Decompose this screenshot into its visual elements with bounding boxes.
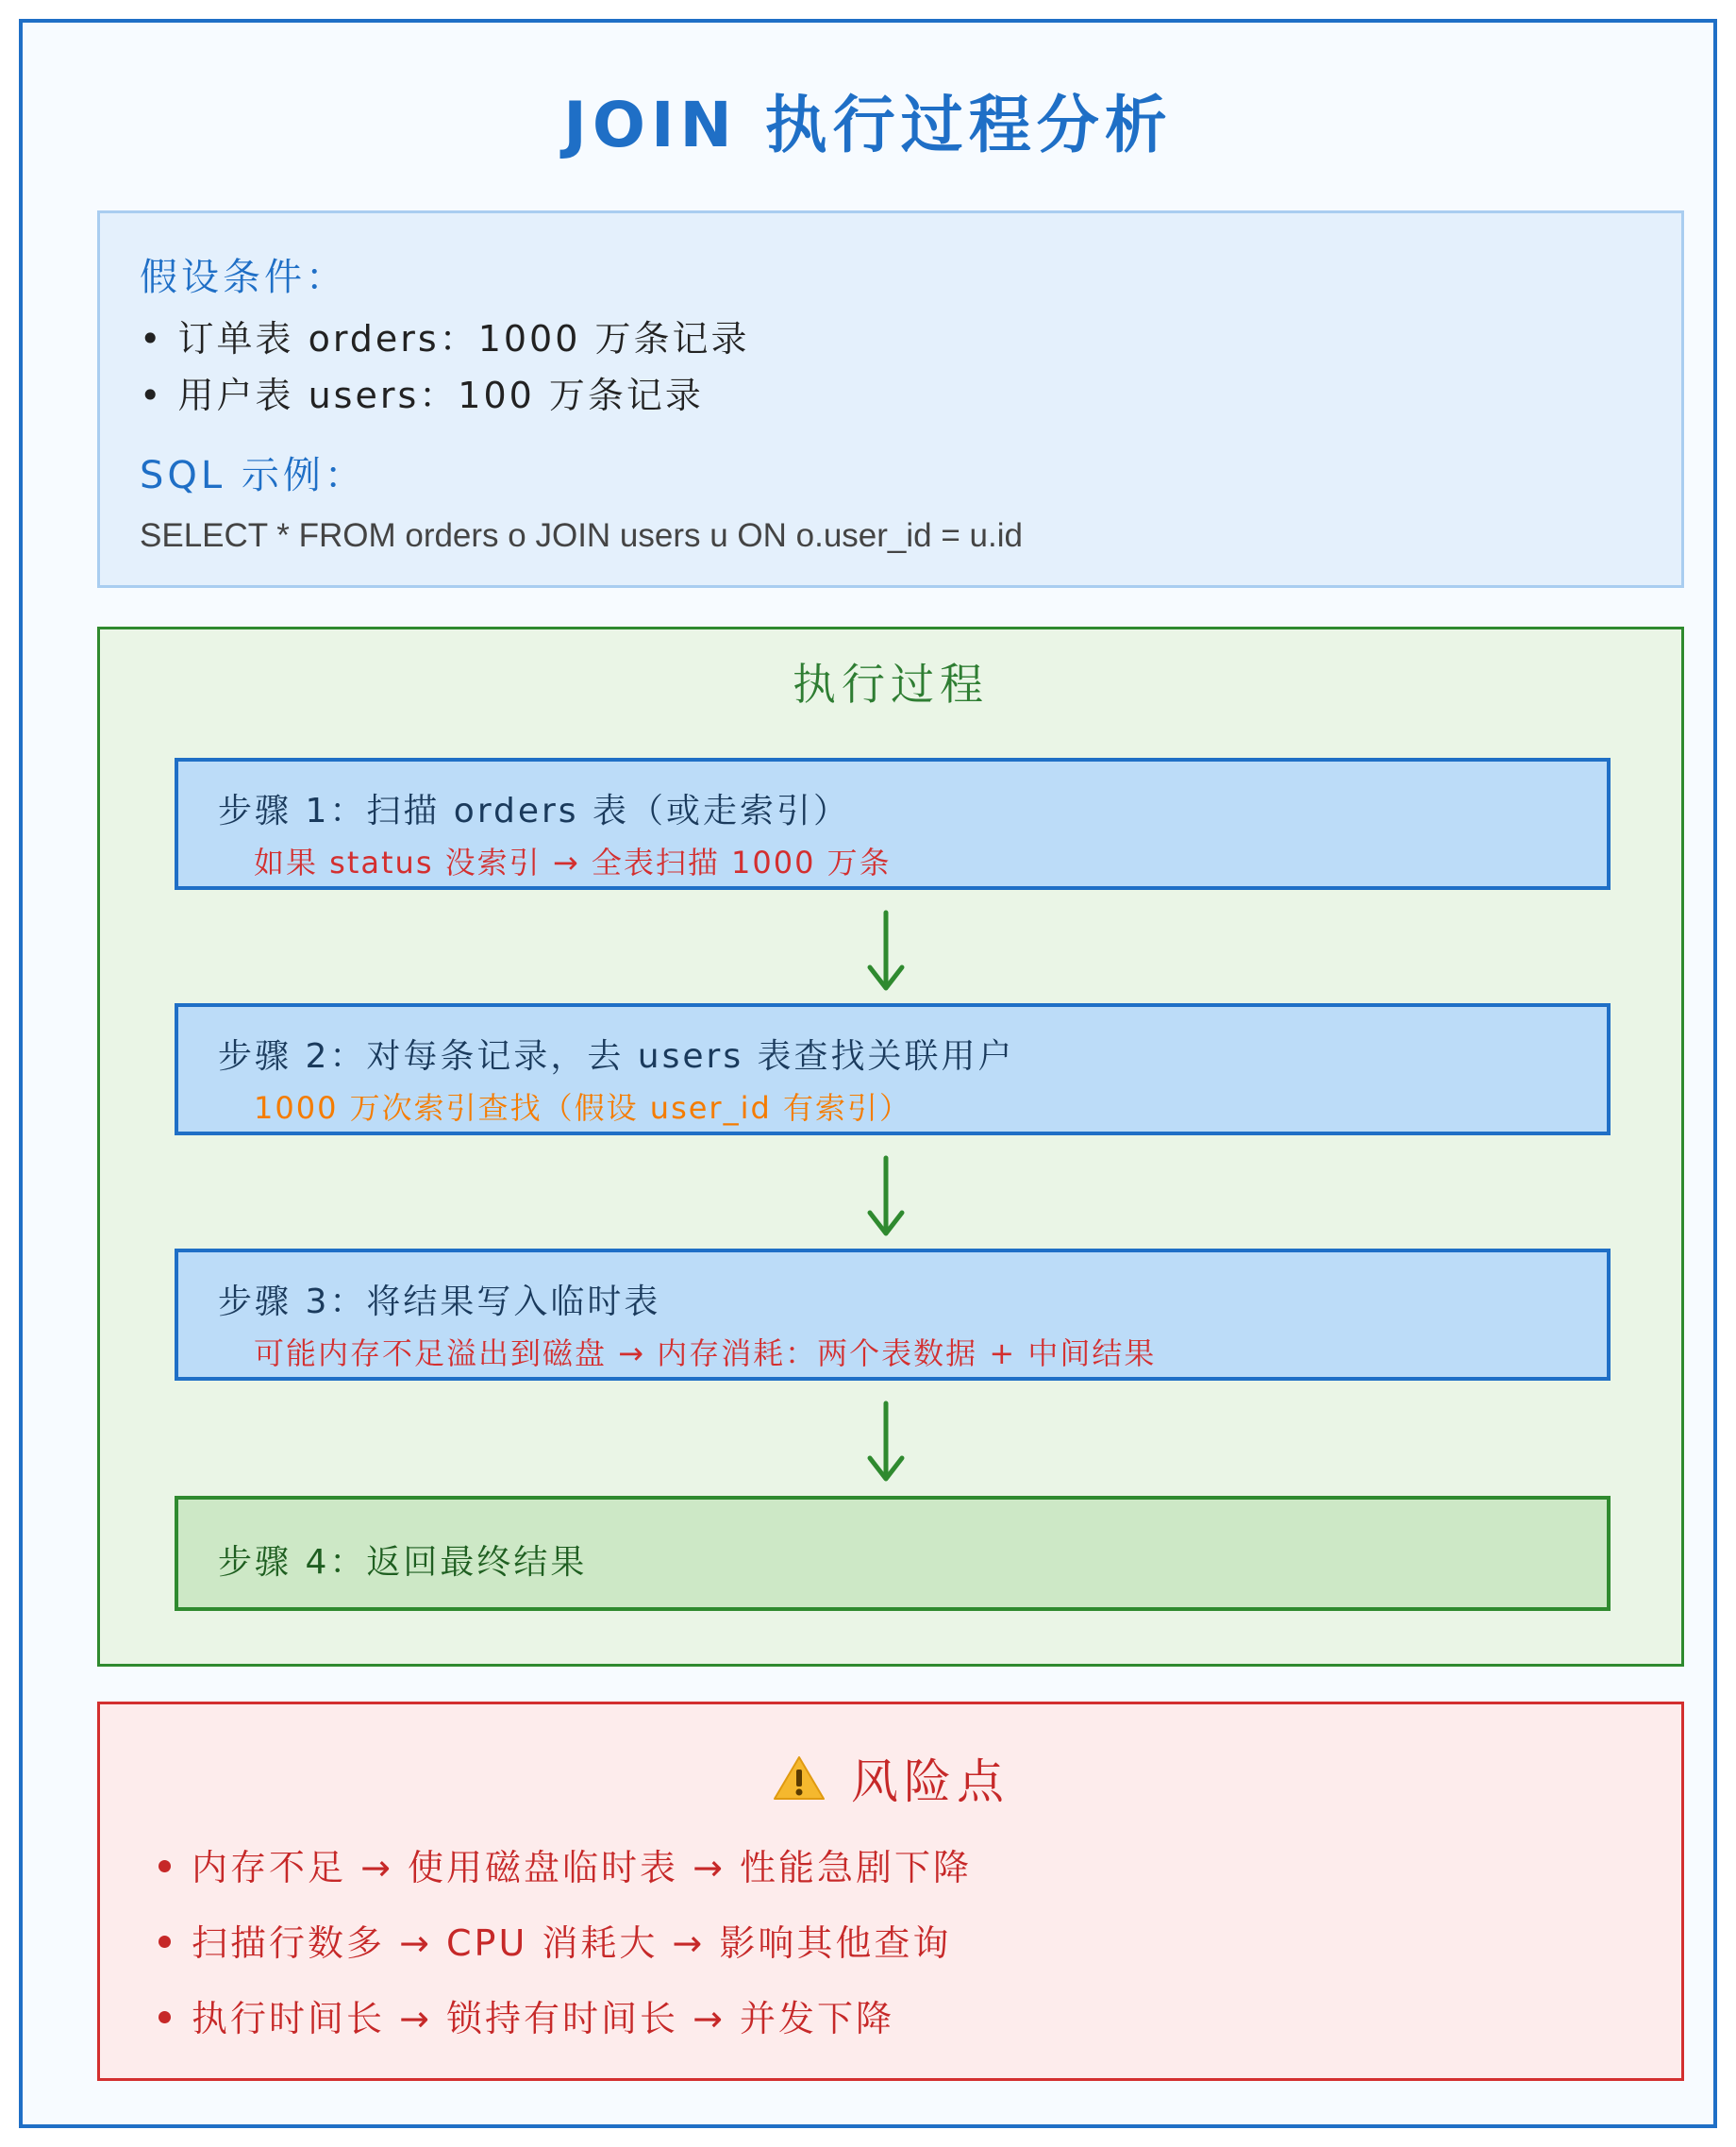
step-1-title: 步骤 1：扫描 orders 表（或走索引） bbox=[218, 792, 850, 830]
assumptions-heading: 假设条件： bbox=[140, 256, 347, 299]
step-2-note: 1000 万次索引查找（假设 user_id 有索引） bbox=[254, 1090, 911, 1126]
risk-item bbox=[159, 1914, 951, 1966]
risk-title bbox=[100, 1744, 1681, 1812]
assumption-item-text: 订单表 orders：1000 万条记录 bbox=[177, 318, 750, 360]
bullet-dot bbox=[159, 1936, 171, 1948]
bullet-dot bbox=[159, 1860, 171, 1872]
assumption-item-text: 用户表 users：100 万条记录 bbox=[177, 375, 704, 416]
step-4-title: 步骤 4：返回最终结果 bbox=[218, 1543, 588, 1582]
page-title: JOIN 执行过程分析 bbox=[563, 89, 1173, 161]
risk-item bbox=[159, 1838, 972, 1890]
process-title: 执行过程 bbox=[793, 659, 989, 710]
step-box-2 bbox=[175, 1003, 1611, 1135]
risk-title-text: 风险点 bbox=[851, 1754, 1010, 1809]
step-box-3 bbox=[175, 1249, 1611, 1381]
diagram-frame bbox=[19, 19, 1717, 2128]
risk-item-text: 扫描行数多 → CPU 消耗大 → 影响其他查询 bbox=[192, 1922, 952, 1964]
arrow-down-icon bbox=[862, 1400, 910, 1484]
assumptions-panel bbox=[97, 210, 1684, 588]
sql-heading: SQL 示例： bbox=[140, 454, 366, 497]
step-3-title: 步骤 3：将结果写入临时表 bbox=[218, 1283, 661, 1321]
sql-statement: SELECT * FROM orders o JOIN users u ON o.user_id = u.id bbox=[140, 517, 1023, 554]
risk-item bbox=[159, 1989, 894, 2041]
risk-item-text: 内存不足 → 使用磁盘临时表 → 性能急剧下降 bbox=[192, 1847, 972, 1888]
assumption-item: • 用户表 users：100 万条记录 bbox=[140, 375, 704, 416]
step-box-1 bbox=[175, 758, 1611, 890]
step-1-note: 如果 status 没索引 → 全表扫描 1000 万条 bbox=[254, 845, 892, 881]
step-box-4 bbox=[175, 1496, 1611, 1611]
step-2-title: 步骤 2：对每条记录，去 users 表查找关联用户 bbox=[218, 1037, 1015, 1076]
arrow-down-icon bbox=[862, 1154, 910, 1239]
risk-panel bbox=[97, 1702, 1684, 2081]
warning-icon bbox=[772, 1754, 826, 1802]
arrow-down-icon bbox=[862, 909, 910, 994]
bullet-dot bbox=[159, 2011, 171, 2023]
step-3-note: 可能内存不足溢出到磁盘 → 内存消耗：两个表数据 + 中间结果 bbox=[254, 1335, 1157, 1371]
process-panel bbox=[97, 627, 1684, 1667]
assumption-item: • 订单表 orders：1000 万条记录 bbox=[140, 318, 750, 360]
risk-item-text: 执行时间长 → 锁持有时间长 → 并发下降 bbox=[192, 1998, 894, 2039]
